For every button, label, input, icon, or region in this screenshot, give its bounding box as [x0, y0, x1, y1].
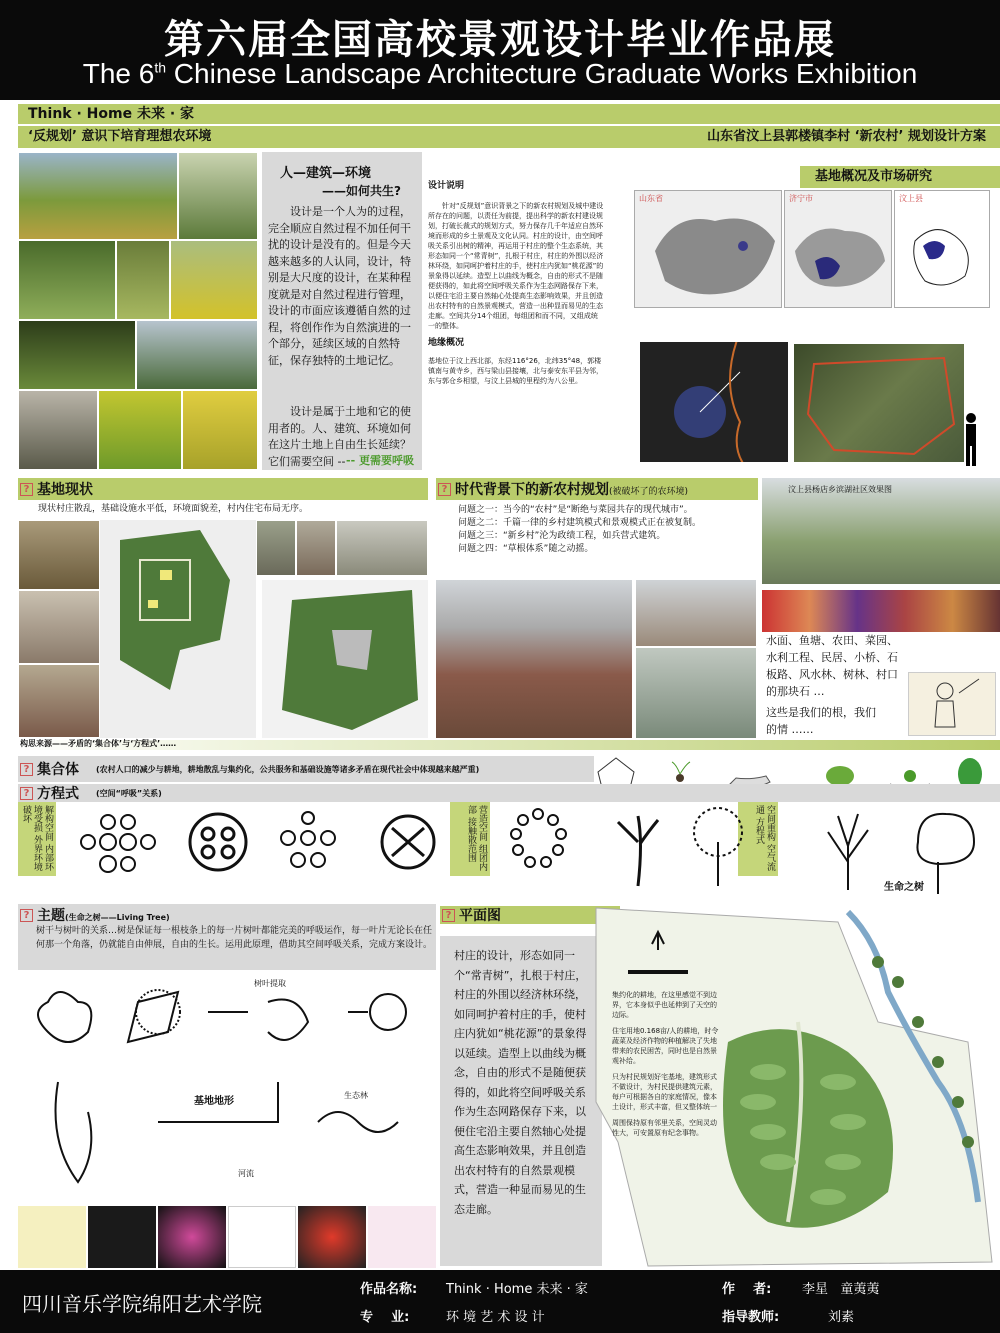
aggregate-desc: (农村人口的减少与耕地，耕地散乱与集约化，公共服务和基础设施等诸多矛盾在现代社会中体现越来越严重) [96, 765, 480, 774]
satellite-site-map [794, 344, 964, 462]
satellite-overlay [640, 342, 788, 462]
sketch-label-2: 基地地形 [194, 1096, 234, 1107]
issue-3: 问题之三：“新乡村”沦为政绩工程，如兵营式建筑。 [458, 531, 666, 541]
map-province-label: 济宁市 [789, 194, 813, 203]
tree-swatch-pale [368, 1206, 436, 1268]
photo-terraces [98, 390, 182, 470]
photo-bare-trees [18, 520, 100, 590]
plan-notes [612, 990, 720, 1138]
equation-title: 方程式 [37, 786, 79, 802]
map-county-label: 汶上县 [899, 194, 923, 203]
footer-advisor-label: 指导教师: [722, 1310, 780, 1325]
plan-body: 村庄的设计，形态如同一个“常青树”，扎根于村庄，村庄的外围以经济林环绕，如同呵护着村庄的手，使村庄内犹如“桃花源”的景象得以延续。造型上以曲线为概念，自由的形式不是随便获得的，如此将空间呼吸关系作为生态网路保存下来，以便住宅沿主要自然轴心处提高生态影响效果，并且创造出农村特有的自然景观模式，营造一种显而易见的生态走廊。 [454, 949, 587, 1216]
living-tree-sketches [18, 972, 436, 1204]
site-plan-current [100, 520, 256, 738]
intro-photo-collage [18, 152, 258, 470]
theme-sketches [18, 972, 436, 1204]
photo-house [296, 520, 336, 576]
photo-street [336, 520, 428, 576]
intro-text-panel [262, 152, 422, 470]
equation-desc: (空间“呼吸”关系) [96, 789, 162, 798]
site-overview-title: 地缘概况 [428, 338, 465, 348]
site-plan-proposed-drawing [262, 580, 428, 738]
tree-color-swatches [18, 1206, 436, 1268]
new-village-issues [458, 504, 758, 556]
map-province [784, 190, 892, 308]
photo-brick-walls [18, 664, 100, 738]
tree-crown-7 [694, 808, 742, 886]
photo-village-hills [18, 152, 178, 240]
tree-stroke-6 [618, 816, 658, 886]
banner-subtitle-right: 山东省汶上县郭楼镇李村 ‘新农村’ 规划设计方案 [707, 129, 986, 144]
banner-tag: Think · Home 未来 · 家 [28, 106, 195, 122]
photo-willows [116, 240, 170, 320]
exhibition-title-en: The 6th Chinese Landscape Architecture Graduate Works Exhibition [82, 58, 918, 89]
aerial-caption: 汶上县杨店乡滨湖社区效果图 [788, 485, 892, 494]
footer-major: 环 境 艺 术 设 计 [446, 1310, 545, 1325]
theme-title: 主题 [37, 908, 65, 924]
cluster-diagram-4 [382, 816, 434, 868]
plan-note-3: 只为村民规划好宅基地，建筑形式不做设计，为村民提供建筑元素，每户可根据各自的家庭情况，像本土设计，形式丰富，但又整体统一 [612, 1073, 717, 1111]
equation-bar [18, 784, 1000, 802]
site-status-heading [20, 480, 93, 499]
site-overview-body: 基地位于汶上西北部，东经116°26，北纬35°48，郭楼镇南与黄寺乡，西与梁山县接壤，北与泰安东平县为邻，东与郭仓乡相望，与汶上县城的里程约为八公里。 [428, 357, 603, 385]
intro-body-2: 设计是属于土地和它的使用者的。人、建筑、环境如何在这片土地上自由生长延续？它们需要空间 -- [268, 405, 411, 468]
theme-title-suffix: (生命之树——Living Tree) [65, 913, 170, 922]
footer-work-label: 作品名称: [360, 1282, 418, 1297]
folk-art-strip [762, 590, 1000, 632]
checkbox-icon: ? [438, 483, 451, 496]
footer-major-label: 专 业: [360, 1310, 410, 1325]
satellite-location-map [640, 342, 788, 462]
tree-swatch-red [298, 1206, 366, 1268]
intro-callout: -- 更需要呼吸 [346, 454, 414, 467]
roots-panel [762, 632, 1000, 740]
footer-authors: 李星 童荑荑 [802, 1282, 880, 1297]
plan-note-1: 集约化的耕地，在这里感觉不到边界，它本身似乎也延伸到了天空的边际。 [612, 991, 717, 1019]
photo-apartment-blocks [636, 648, 756, 738]
checkbox-icon: ? [20, 483, 33, 496]
photo-yellow-fields [182, 390, 258, 470]
site-boundary [794, 344, 964, 462]
map-china-label: 山东省 [639, 194, 663, 203]
new-village-heading [438, 480, 688, 501]
roots-text-2: 这些是我们的根，我们的情 …… [766, 706, 876, 736]
aerial-rendering [762, 478, 1000, 584]
footer-author-label: 作 者: [722, 1282, 772, 1297]
plan-title: 平面图 [459, 908, 501, 924]
footer-advisor: 刘素 [828, 1310, 855, 1325]
breathing-diagrams [58, 802, 998, 902]
theme-body: 树干与树叶的关系…树是保证每一根枝条上的每一片树叶都能完美的呼吸运作，每一叶片无论长在任何那一个角落，仍就能自由伸展，自由的生长。运用此原理，借助其空间呼吸关系，完成方案设计。 [36, 926, 433, 950]
tree-note: 生命之树 [884, 882, 924, 893]
exhibition-header [0, 0, 1000, 100]
tree-swatch-pink [158, 1206, 226, 1268]
photo-row-houses [636, 580, 756, 646]
design-notes-body: 针对“反规划”意识背景之下的新农村规划及城中建设所存在的问题，以责任为前提，提出科学的新农村建设规划，打破长裁式的规划方式，努力保存几千年适应自然环境而形成的乡土景观及文化认同。村庄的设计，由空间呼吸关系引出树的精神，再运用于村庄的整个生态系统，其形态如同一个“常青树”，扎根于村庄，村庄的外围以经济林环绕，如同呵护着村庄的手，使村庄内犹如“桃花源”的景象得以延续。造型上以曲线为概念，自由的形式不是随便获得的，如此将空间呼吸关系作为生态网路保存下来，以便住宅沿主要自然轴心处提高生态影响效果，并且创造出农村特有的自然景观模式，营造一出种显而易见的生态走廊。空间共分14个组团，每组团和而不同，又组成统一的整体。 [428, 202, 604, 330]
map-county-shape [895, 191, 991, 309]
cluster-diagram-3 [281, 812, 335, 867]
footer-school: 四川音乐学院绵阳艺术学院 [22, 1292, 262, 1316]
intro-heading-2: ——如何共生? [322, 184, 401, 198]
equation-label-left: 解构空间 内部环境受损 外界环境破坏 [18, 802, 56, 876]
sketch-label-1: 树叶提取 [254, 979, 286, 988]
person-silhouette [962, 412, 980, 466]
sketch-label-3: 生态林 [344, 1091, 368, 1100]
equation-panel [18, 802, 1000, 902]
sketch-label-4: 河流 [238, 1169, 254, 1178]
new-village-title-suffix: (被破坏了的农环境) [609, 487, 689, 497]
roots-text: 水面、鱼塘、农田、菜园、水利工程、民居、小桥、石板路、风水林、树林、村口的那块石 … [766, 634, 898, 698]
tree-swatch-yellow [18, 1206, 86, 1268]
issue-2: 问题之二：千篇一律的乡村建筑模式和景观模式正在被复制。 [458, 518, 702, 528]
design-notes [428, 180, 604, 470]
plan-note-4: 周围保持原有邻里关系，空间灵动性大，可安置原有纪念事物。 [612, 1119, 717, 1137]
plan-note-2: 住宅用地0.168亩/人的耕地，时令蔬菜及经济作物的种植解决了失地带来的农民困苦，同时也是自然景观补给。 [612, 1027, 719, 1065]
market-research-panel [610, 152, 1000, 470]
exhibition-title-cn: 第六届全国高校景观设计毕业作品展 [164, 17, 836, 63]
issue-1: 问题之一：当今的“农村”是“断绝与菜园共存的现代城市”。 [458, 505, 693, 515]
photo-white-houses [18, 390, 98, 470]
tree-outline-9 [917, 814, 974, 894]
checkbox-icon: ? [20, 909, 33, 922]
cluster-diagram-2 [190, 814, 246, 870]
intro-heading-1: 人—建筑—环境 [280, 166, 372, 181]
design-notes-title: 设计说明 [428, 181, 465, 191]
tree-swatch-white [228, 1206, 296, 1268]
intro-body: 设计是一个人为的过程，完全顺应自然过程不加任何干扰的设计是没有的。但是今天越来越多的人认同，设计，特别是大尺度的设计，在某种程度就是对自然过程进行管理，设计的市面应该遵循自然的过程，将创作作为自然演进的一个部分，延续区域的自然特征，保存独特的土地记忆。 [268, 205, 411, 367]
site-photos-top [256, 520, 428, 560]
site-plan-proposed [262, 580, 428, 738]
cluster-diagram-1 [81, 815, 155, 872]
site-plan-current-drawing [100, 520, 256, 738]
site-photos-left [18, 520, 100, 738]
plan-heading [442, 906, 501, 925]
ring-diagram-5 [511, 809, 566, 867]
checkbox-icon: ? [20, 787, 33, 800]
concept-source: 构思来源——矛盾的‘集合体’与‘方程式’…… [20, 739, 177, 748]
photo-river-trees [178, 152, 258, 240]
photo-stone-bridge [18, 240, 116, 320]
site-status-title: 基地现状 [37, 482, 93, 498]
photo-tree-trunks [18, 590, 100, 664]
tree-sketch-8 [828, 814, 868, 890]
checkbox-icon: ? [442, 909, 455, 922]
map-china [634, 190, 782, 308]
checkbox-icon: ? [20, 763, 33, 776]
plan-text-panel [440, 936, 602, 1266]
equation-heading [20, 785, 79, 802]
photo-road [256, 520, 296, 576]
photo-bamboo [18, 320, 136, 390]
new-village-title: 时代背景下的新农村规划 [455, 482, 609, 498]
map-province-shape [785, 191, 893, 309]
map-china-shape [635, 191, 783, 309]
photo-rapeseed [170, 240, 258, 320]
issue-4: 问题之四：“草根体系”随之动摇。 [458, 544, 594, 554]
aggregate-title: 集合体 [37, 762, 79, 778]
tree-swatch-dark [88, 1206, 156, 1268]
photo-mass-housing [436, 580, 632, 738]
footer-work-name: Think · Home 未来 · 家 [446, 1282, 588, 1297]
site-status-desc: 现状村庄散乱，基础设施水平低，环境面貌差，村内住宅布局无序。 [38, 504, 309, 514]
footer [0, 1270, 1000, 1333]
map-county [894, 190, 990, 308]
photo-houses-valley [136, 320, 258, 390]
market-title: 基地概况及市场研究 [815, 169, 933, 184]
equation-label-mid: 营造空间 组团内部 接触散范围 [450, 802, 490, 876]
cartoon-farmer [908, 672, 996, 736]
equation-label-right: 空间重构 空气流通 方程式 [738, 802, 778, 876]
aggregate-heading [20, 760, 79, 779]
banner-subtitle-left: ‘反规划’ 意识下培育理想农环境 [28, 129, 212, 144]
